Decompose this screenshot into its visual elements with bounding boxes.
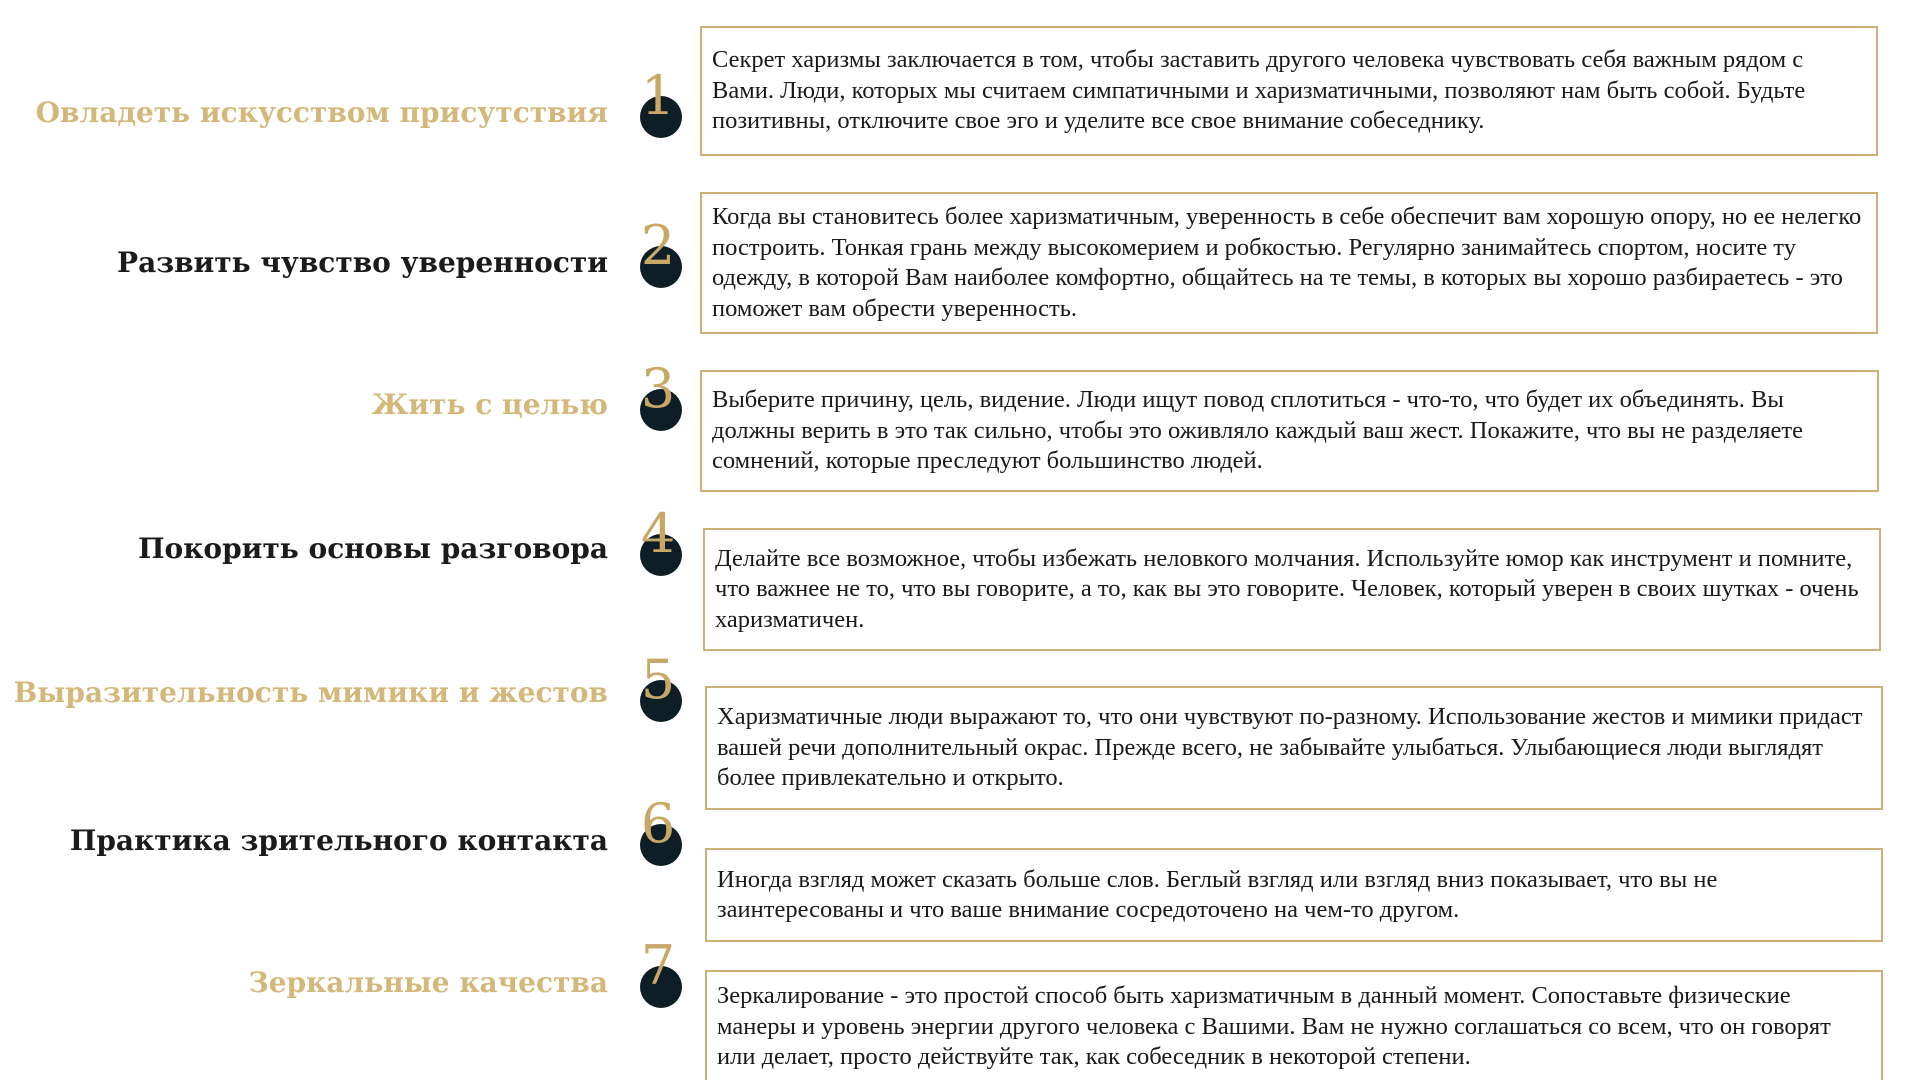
- item-5-number: 5: [640, 648, 676, 711]
- item-2-title: Развить чувство уверенности: [117, 246, 608, 279]
- item-6-text: Иногда взгляд может сказать больше слов. Беглый взгляд или взгляд вниз показывает, что вы не заинтересованы и что ваше внимание сосредоточено на чем-то другом.: [717, 865, 1718, 923]
- item-2-box: [700, 192, 1878, 334]
- item-4-title: Покорить основы разговора: [138, 532, 608, 565]
- item-5-text: Харизматичные люди выражают то, что они чувствуют по-разному. Использование жестов и мимики придаст вашей речи дополнительный окрас. Прежде всего, не забывайте улыбаться. Улыбающиеся люди выглядят более привлекательно и открыто.: [717, 703, 1863, 792]
- item-1-number: 1: [640, 64, 676, 127]
- item-5-marker: [626, 648, 690, 720]
- item-5-box: [705, 686, 1883, 810]
- item-1-box: [700, 26, 1878, 156]
- item-6-box: [705, 848, 1883, 942]
- item-4-number: 4: [640, 502, 676, 565]
- item-2-marker: [626, 214, 690, 286]
- item-6-number: 6: [640, 792, 676, 855]
- item-4-text: Делайте все возможное, чтобы избежать неловкого молчания. Используйте юмор как инструмент и помните, что важнее не то, что вы говорите, а то, как вы это говорите. Человек, который уверен в своих шутках - очень харизматичен.: [715, 544, 1859, 633]
- item-4-box: [703, 528, 1881, 651]
- item-6-title: Практика зрительного контакта: [69, 824, 608, 857]
- item-1-text: Секрет харизмы заключается в том, чтобы заставить другого человека чувствовать себя важным рядом с Вами. Люди, которых мы считаем симпатичными и харизматичными, позволяют нам быть собой. Будьте позитивны, отключите свое эго и уделите все свое внимание собеседнику.: [712, 46, 1806, 135]
- item-3-number: 3: [640, 357, 676, 420]
- item-1-marker: [626, 64, 690, 136]
- item-3-marker: [626, 357, 690, 429]
- item-3-title: Жить с целью: [371, 388, 608, 421]
- item-7-text: Зеркалирование - это простой способ быть харизматичным в данный момент. Сопоставьте физические манеры и уровень энергии другого человека с Вашими. Вам не нужно соглашаться со всем, что он говорят или делает, просто действуйте так, как собеседник в некоторой степени.: [717, 982, 1831, 1071]
- item-7-box: [705, 970, 1883, 1080]
- item-4-marker: [626, 502, 690, 574]
- item-2-number: 2: [640, 214, 676, 277]
- item-3-text: Выберите причину, цель, видение. Люди ищут повод сплотиться - что-то, что будет их объединять. Вы должны верить в это так сильно, чтобы это оживляло каждый ваш жест. Покажите, что вы не разделяете сомнений, которые преследуют большинство людей.: [712, 386, 1803, 475]
- item-5-title: Выразительность мимики и жестов: [13, 676, 608, 709]
- item-2-text: Когда вы становитесь более харизматичным, уверенность в себе обеспечит вам хорошую опору, но ее нелегко построить. Тонкая грань между высокомерием и робкостью. Регулярно занимайтесь спортом, носите ту одежду, в которой Вам наиболее комфортно, общайтесь на те темы, в которых вы хорошо разбираетесь - это поможет вам обрести уверенность.: [712, 203, 1862, 322]
- item-7-title: Зеркальные качества: [248, 966, 608, 999]
- item-7-marker: [626, 934, 690, 1006]
- item-1-title: Овладеть искусством присутствия: [35, 96, 608, 129]
- item-6-marker: [626, 792, 690, 864]
- item-3-box: [700, 370, 1879, 492]
- item-7-number: 7: [640, 934, 676, 997]
